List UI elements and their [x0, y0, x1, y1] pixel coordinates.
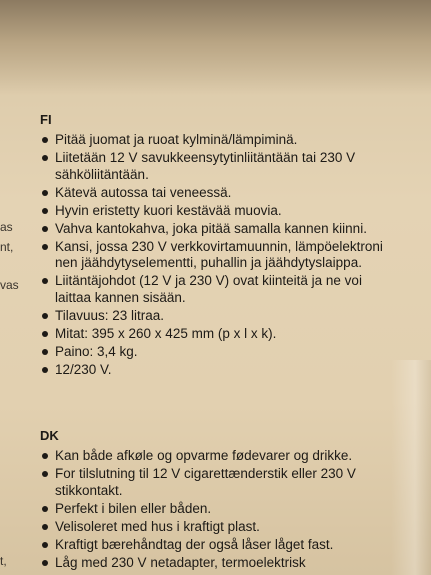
edge-fragment: vas	[0, 278, 19, 292]
list-item-text: Vahva kantokahva, joka pitää samalla kannen kiinni.	[55, 220, 367, 236]
list-item	[40, 203, 431, 220]
list-item	[40, 537, 431, 554]
list-item-text: Kraftigt bærehåndtag der også låser låget fast.	[55, 536, 334, 552]
list-item-text: Velisoleret med hus i kraftigt plast.	[55, 518, 260, 534]
list-item	[40, 501, 431, 518]
list-item-text: Kan både afkøle og opvarme fødevarer og drikke.	[55, 448, 353, 463]
section-fi	[40, 112, 431, 380]
list-item	[40, 519, 431, 536]
list-item-text: sähköliitäntään.	[55, 166, 149, 182]
list-item-text: nen jäähdytyselementti, puhallin ja jäähdytyslaippa.	[55, 255, 362, 270]
edge-fragment: t,	[0, 554, 7, 568]
list-item-text: For tilslutning til 12 V cigarettænderstik eller 230 V	[55, 466, 356, 481]
list-item-text: Kansi, jossa 230 V verkkovirtamuunnin, lämpöelektroni	[55, 238, 383, 254]
list-item-text: Kätevä autossa tai veneessä.	[55, 184, 232, 200]
left-edge-fragments	[0, 200, 22, 575]
list-item	[40, 185, 431, 202]
section-heading: DK	[40, 428, 59, 443]
list-item	[40, 555, 431, 572]
list-item-text: Mitat: 395 x 260 x 425 mm (p x l x k).	[55, 325, 277, 341]
list-item-text: Perfekt i bilen eller båden.	[55, 500, 212, 516]
list-item	[40, 466, 431, 499]
list-item	[40, 326, 431, 343]
paper-crease	[391, 360, 431, 575]
list-item-text: 12/230 V.	[55, 361, 112, 377]
list-item-text: Liitetään 12 V savukkeensytytinliitäntään tai 230 V	[55, 150, 356, 165]
section-dk	[40, 428, 431, 573]
feature-list	[40, 448, 431, 571]
list-item-text: Låg med 230 V netadapter, termoelektrisk	[55, 554, 306, 570]
list-item-text: Paino: 3,4 kg.	[55, 343, 138, 359]
list-item	[40, 150, 431, 183]
list-item	[40, 362, 431, 379]
list-item	[40, 308, 431, 325]
list-item-text: stikkontakt.	[55, 482, 123, 498]
list-item-text: laittaa kannen sisään.	[55, 289, 186, 305]
edge-fragment: as	[0, 220, 13, 234]
list-item-text: Tilavuus: 23 litraa.	[55, 307, 165, 323]
list-item	[40, 344, 431, 361]
list-item-text: Pitää juomat ja ruoat kylminä/lämpiminä.	[55, 132, 298, 147]
list-item-text: Liitäntäjohdot (12 V ja 230 V) ovat kiinteitä ja ne voi	[55, 273, 362, 288]
list-item	[40, 239, 431, 272]
top-shadow	[0, 0, 431, 95]
list-item	[40, 273, 431, 306]
list-item	[40, 221, 431, 238]
section-heading: FI	[40, 112, 52, 127]
list-item	[40, 132, 431, 149]
feature-list	[40, 132, 431, 378]
edge-fragment: nt,	[0, 240, 14, 254]
list-item	[40, 448, 431, 465]
list-item-text: Hyvin eristetty kuori kestävää muovia.	[55, 202, 282, 218]
